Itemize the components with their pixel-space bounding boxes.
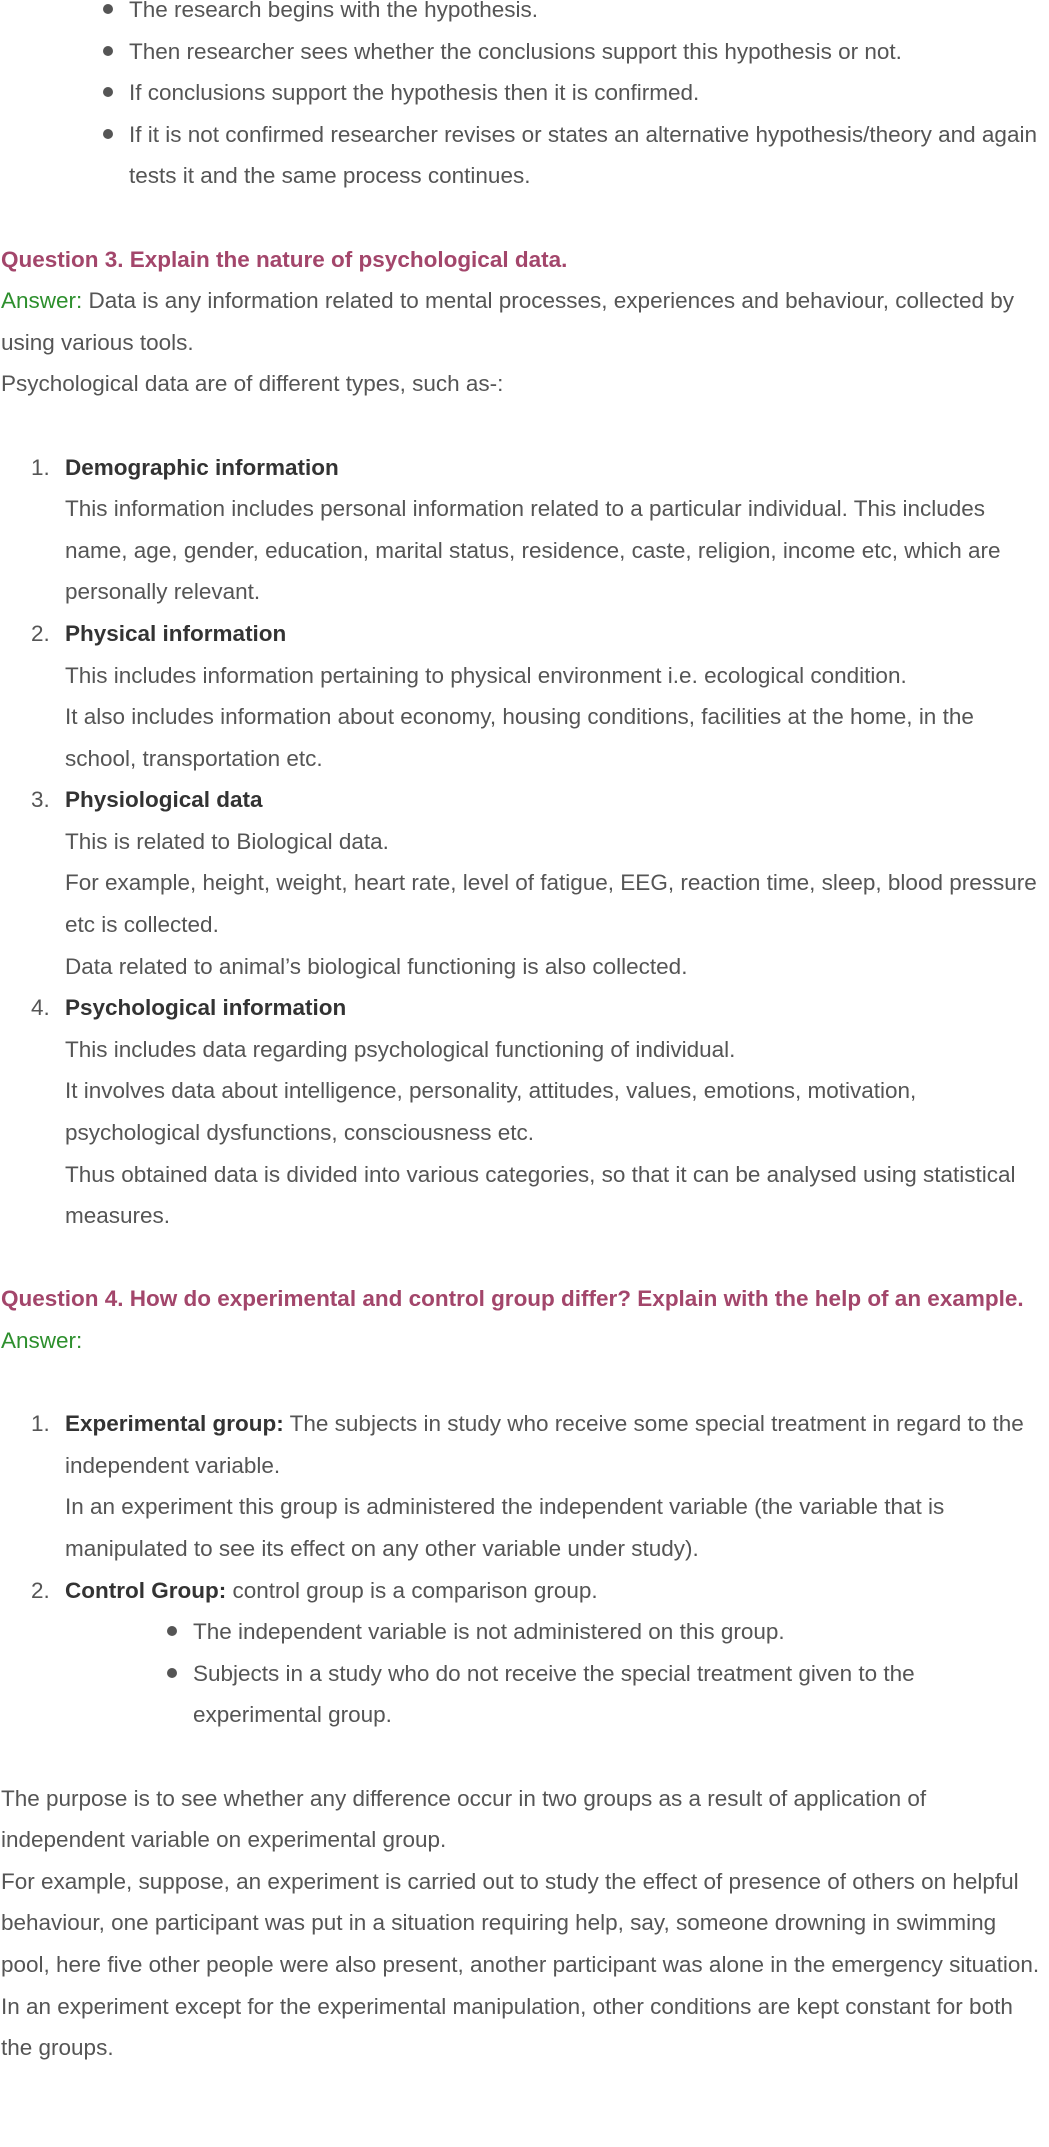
data-types-intro: Psychological data are of different types, such as-: bbox=[1, 371, 504, 397]
list-item bbox=[31, 1403, 1048, 1569]
item-number: 1. bbox=[31, 454, 50, 480]
list-item bbox=[31, 779, 1048, 987]
item-text: Thus obtained data is divided into various categories, so that it can be analysed using statistical measures. bbox=[65, 1161, 1016, 1229]
paragraph: In an experiment except for the experimental manipulation, other conditions are kept constant for both the groups. bbox=[1, 1993, 1013, 2061]
item-text: Experimental group: The subjects in study who receive some special treatment in regard to the independent variable. bbox=[65, 1411, 1024, 1478]
item-text: Control Group: control group is a comparison group. bbox=[65, 1577, 598, 1603]
hypothesis-steps-list bbox=[1, 0, 1048, 197]
item-text: In an experiment this group is administered the independent variable (the variable that is manipulated to see its effect on any other variable under study). bbox=[65, 1494, 945, 1561]
list-item: The independent variable is not administered on this group. bbox=[193, 1611, 1048, 1653]
item-text: This includes data regarding psychological functioning of individual. bbox=[65, 1036, 736, 1062]
list-item bbox=[31, 987, 1048, 1237]
item-text: This is related to Biological data. bbox=[65, 828, 389, 854]
list-item: The research begins with the hypothesis. bbox=[129, 0, 1048, 31]
group-types-list bbox=[1, 1403, 1048, 1736]
question-3-heading: Question 3. Explain the nature of psychological data. bbox=[1, 246, 568, 272]
paragraph: For example, suppose, an experiment is carried out to study the effect of presence of others on helpful behaviour, one participant was put in a situation requiring help, say, someone drowning in swimming pool, here five other people were also present, another participant was alone in the emergency situation. bbox=[1, 1868, 1040, 1977]
item-text: For example, height, weight, heart rate, level of fatigue, EEG, reaction time, sleep, blood pressure etc is collected. bbox=[65, 870, 1037, 938]
item-number: 2. bbox=[31, 620, 50, 646]
data-types-list bbox=[1, 447, 1048, 1237]
item-title: Control Group: bbox=[65, 1577, 227, 1603]
item-text: It also includes information about economy, housing conditions, facilities at the home, in the school, transportation etc. bbox=[65, 704, 974, 771]
question-3-answer bbox=[1, 280, 1048, 363]
item-number: 1. bbox=[31, 1411, 50, 1437]
list-item bbox=[31, 613, 1048, 779]
item-title: Experimental group: bbox=[65, 1411, 284, 1437]
item-text: Data related to animal’s biological functioning is also collected. bbox=[65, 953, 688, 979]
paragraph: The purpose is to see whether any difference occur in two groups as a result of application of independent variable on experimental group. bbox=[1, 1785, 927, 1853]
item-text: It involves data about intelligence, personality, attitudes, values, emotions, motivation, psychological dysfunctions, consciousness etc. bbox=[65, 1078, 917, 1146]
answer-label: Answer: bbox=[1, 288, 83, 314]
list-item: If it is not confirmed researcher revises or states an alternative hypothesis/theory and again tests it and the same process continues. bbox=[129, 114, 1048, 197]
list-item: If conclusions support the hypothesis then it is confirmed. bbox=[129, 72, 1048, 114]
item-number: 4. bbox=[31, 995, 50, 1021]
item-title: Physiological data bbox=[65, 787, 263, 813]
item-number: 3. bbox=[31, 787, 50, 813]
list-item bbox=[31, 1570, 1048, 1736]
item-title: Physical information bbox=[65, 620, 287, 646]
control-group-bullets bbox=[65, 1611, 1048, 1736]
item-text: This includes information pertaining to physical environment i.e. ecological condition. bbox=[65, 662, 907, 688]
item-text: This information includes personal information related to a particular individual. This includes name, age, gender, education, marital status, residence, caste, religion, income etc, which are personally relevant. bbox=[65, 496, 1001, 605]
item-number: 2. bbox=[31, 1577, 50, 1603]
question-4-answer bbox=[1, 1320, 1048, 1362]
item-title: Psychological information bbox=[65, 995, 347, 1021]
list-item bbox=[31, 447, 1048, 613]
list-item: Subjects in a study who do not receive the special treatment given to the experimental group. bbox=[193, 1653, 1048, 1736]
answer-text: Data is any information related to mental processes, experiences and behaviour, collected by using various tools. bbox=[1, 288, 1015, 355]
answer-label: Answer: bbox=[1, 1328, 83, 1353]
question-4-heading: Question 4. How do experimental and control group differ? Explain with the help of an example. bbox=[1, 1286, 1024, 1312]
item-title: Demographic information bbox=[65, 454, 339, 480]
list-item: Then researcher sees whether the conclusions support this hypothesis or not. bbox=[129, 31, 1048, 73]
